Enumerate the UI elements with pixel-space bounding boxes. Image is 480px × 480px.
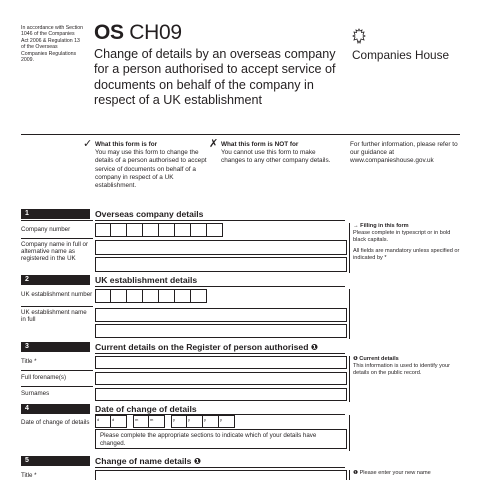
row-rule [21,238,93,239]
date-year-cell[interactable]: y [171,415,187,428]
uk-est-name-input-2[interactable] [95,324,347,338]
check-icon: ✓ [83,138,93,150]
section-1-left-rule [21,220,93,221]
section-3-title: Current details on the Register of person authorised ❶ [95,342,319,352]
company-number-cell[interactable] [191,223,207,237]
uk-est-number-input[interactable] [95,289,207,303]
uk-est-number-cell[interactable] [111,289,127,303]
section-3-number: 3 [21,342,90,352]
form-title: Change of details by an overseas company for a person authorised to accept service of documents on behalf of the company in respect of a UK establishment [94,47,336,108]
date-of-change-input[interactable] [95,415,235,428]
company-number-input[interactable] [95,223,223,237]
form-code [94,22,182,44]
side-panel-filling [349,223,460,273]
uk-est-number-cell[interactable] [191,289,207,303]
row-rule [21,370,93,371]
form-code-number: CH09 [129,21,182,44]
section-1-rule [95,220,345,221]
current-text: This information is used to identify your details on the public record. [353,363,451,376]
uk-est-number-cell[interactable] [95,289,111,303]
section-4-instruction: Please complete the appropriate sections to indicate which of your details have changed. [95,429,347,449]
info-not-for-heading: What this form is NOT for [221,141,299,148]
section-4-number: 4 [21,404,90,414]
date-day-cell[interactable]: d [95,415,111,428]
section-1-number: 1 [21,209,90,219]
side-panel-new-name [349,470,460,480]
info-for-text: You may use this form to change the details of a person authorised to accept service of documents on behalf of a company in respect of a UK establishment. [95,149,207,190]
title-label: Title * [21,358,37,365]
crest-icon [352,28,366,45]
date-year-cell[interactable]: y [219,415,235,428]
company-number-cell[interactable] [95,223,111,237]
uk-est-name-label: UK establishment name in full [21,309,87,324]
date-month-cell[interactable]: m [133,415,149,428]
date-day-cell[interactable]: d [111,415,127,428]
uk-est-number-label: UK establishment number [21,291,93,298]
company-number-label: Company number [21,226,71,233]
uk-est-number-cell[interactable] [159,289,175,303]
info-not-for [209,138,333,166]
current-heading: ❶ Current details [353,356,399,362]
company-number-cell[interactable] [111,223,127,237]
header-divider [21,134,460,135]
section-2-rule [95,286,345,287]
side-panel-current [349,356,460,402]
date-year-cell[interactable]: y [187,415,203,428]
filling-text: Please complete in typescript or in bold black capitals. [353,230,451,243]
mandatory-text: All fields are mandatory unless specified or indicated by * [353,248,460,261]
date-of-change-label: Date of change of details [21,419,90,426]
uk-est-number-cell[interactable] [127,289,143,303]
form-code-prefix: OS [94,21,124,44]
cross-icon: ✗ [209,138,219,150]
section-5-number: 5 [21,456,90,466]
row-rule [21,306,93,307]
company-number-cell[interactable] [207,223,223,237]
uk-est-number-cell[interactable] [143,289,159,303]
company-number-cell[interactable] [159,223,175,237]
company-name-input-2[interactable] [95,257,347,272]
info-for [83,138,207,190]
date-year-cell[interactable]: y [203,415,219,428]
surnames-label: Surnames [21,390,50,397]
side-panel-blank [349,289,460,339]
logo-text: Companies House [352,48,450,62]
title-input[interactable] [95,356,347,369]
section-4-title: Date of change of details [95,404,197,414]
uk-est-name-input-1[interactable] [95,308,347,322]
info-not-for-text: You cannot use this form to make changes to any other company details. [221,149,331,165]
uk-est-number-cell[interactable] [175,289,191,303]
date-month-cell[interactable]: m [149,415,165,428]
info-further: For further information, please refer to our guidance at www.companieshouse.gov.uk [350,141,458,165]
title-s5-label: Title * [21,472,37,479]
row-rule [21,386,93,387]
company-number-cell[interactable] [175,223,191,237]
info-for-heading: What this form is for [95,141,158,148]
side-panel-blank-4 [349,415,460,451]
legal-note: In accordance with Section 1046 of the Companies Act 2006 & Regulation 13 of the Overseas Companies Regulations 2009. [21,25,83,64]
company-name-input-1[interactable] [95,240,347,255]
forenames-input[interactable] [95,372,347,385]
filling-heading: → Filling in this form [353,223,409,229]
surnames-input[interactable] [95,388,347,401]
section-5-rule [95,467,345,468]
section-2-number: 2 [21,275,90,285]
section-1-title: Overseas company details [95,209,204,219]
section-3-rule [95,353,345,354]
section-2-title: UK establishment details [95,275,198,285]
company-number-cell[interactable] [143,223,159,237]
forenames-label: Full forename(s) [21,374,67,381]
title-s5-input[interactable] [95,470,347,480]
section-5-title: Change of name details ❶ [95,456,202,466]
company-number-cell[interactable] [127,223,143,237]
company-name-label: Company name in full or alternative name as registered in the UK [21,241,89,263]
new-name-heading: ❶ Please enter your new name [353,470,431,476]
